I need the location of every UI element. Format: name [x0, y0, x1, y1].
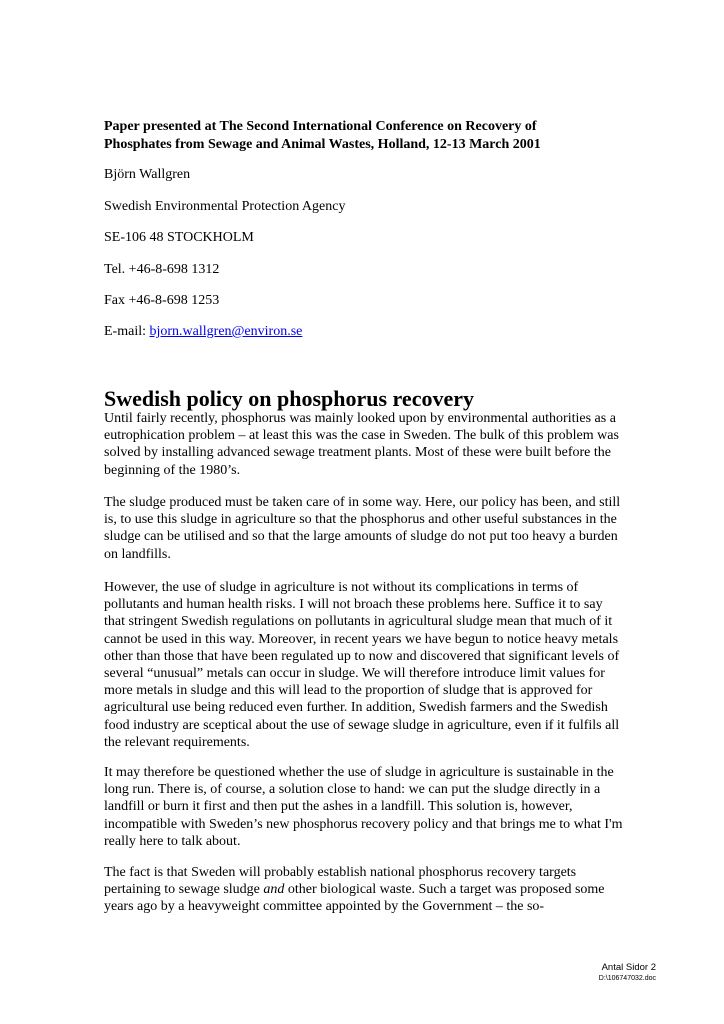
author-name: Björn Wallgren: [104, 167, 191, 182]
section-title: Swedish policy on phosphorus recovery: [104, 386, 474, 411]
paragraph-3: However, the use of sludge in agriculture is not without its complications in terms of pollutants and human health risks. I will not broach these problems here. Suffice it to say that stringent Swedish regulations on pollutants in agricultural sludge mean that much of it cannot be used in this way. Moreover, in recent years we have begun to notice heavy metals other than those that have been regulated up to now and discovered that significant levels of several “unusual” metals can occur in sludge. We will therefore introduce limit values for more metals in sludge and this will lead to the proportion of sludge that is approved for agricultural use being reduced even further. In addition, Swedish farmers and the Swedish food industry are sceptical about the use of sewage sludge in agriculture, even if it fulfils all the relevant requirements.: [104, 580, 620, 750]
email-link[interactable]: bjorn.wallgren@environ.se: [149, 324, 303, 339]
author-fax: Fax +46-8-698 1253: [104, 293, 220, 308]
paragraph-2: The sludge produced must be taken care of in some way. Here, our policy has been, and still is, to use this sludge in agriculture so that the phosphorus and other useful substances in the sludge can be utilised and so that the large amounts of sludge do not put too heavy a burden on landfills.: [104, 495, 621, 562]
author-telephone: Tel. +46-8-698 1312: [104, 262, 220, 277]
author-organization: Swedish Environmental Protection Agency: [104, 199, 346, 214]
conference-heading: [104, 118, 624, 154]
email-label: E-mail:: [104, 324, 150, 339]
paragraph-5-emphasis: and: [263, 882, 285, 898]
conference-heading-line-2: Phosphates from Sewage and Animal Wastes, Holland, 12-13 March 2001: [104, 137, 541, 152]
paragraph-5-end: other biological waste. Such a target was proposed some years ago by a heavyweight committee appointed by the Government – the so-: [104, 882, 605, 915]
conference-heading-line-1: Paper presented at The Second International Conference on Recovery of: [104, 119, 537, 134]
footer-page-count: Antal Sidor 2: [601, 962, 656, 973]
footer-file-path: D:\106747032.doc: [598, 975, 656, 982]
paragraph-4: It may therefore be questioned whether the use of sludge in agriculture is sustainable in the long run. There is, of course, a solution close to hand: we can put the sludge directly in a landfill or burn it first and then put the ashes in a landfill. This solution is, however, incompatible with Sweden’s new phosphorus recovery policy and that brings me to what I'm really here to talk about.: [104, 765, 623, 849]
paragraph-5: [104, 864, 624, 916]
paragraph-1: Until fairly recently, phosphorus was mainly looked upon by environmental authorities as a eutrophication problem – at least this was the case in Sweden. The bulk of this problem was solved by installing advanced sewage treatment plants. Most of these were built before the beginning of the 1980’s.: [104, 411, 619, 478]
author-address: SE-106 48 STOCKHOLM: [104, 230, 254, 245]
paragraph-5-start: The fact is that Sweden will probably establish national phosphorus recovery targets pertaining to sewage sludge: [104, 865, 577, 898]
author-email-line: [104, 323, 302, 341]
